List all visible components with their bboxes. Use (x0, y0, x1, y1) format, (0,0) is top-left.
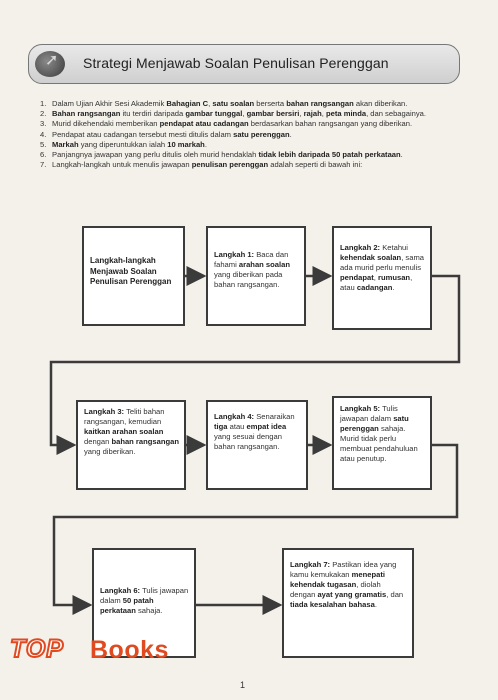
bold-text: tiga (214, 422, 228, 431)
bold-text: rajah (303, 109, 322, 119)
text-run: Langkah-langkah untuk menulis jawapan (52, 160, 192, 170)
bold-text: Langkah 6: (100, 586, 141, 595)
bold-text: Langkah 1: (214, 250, 255, 259)
text-run: yang sesuai dengan bahan rangsangan. (214, 432, 282, 451)
text-run: , (299, 109, 304, 119)
logo-top-text: TOP (10, 635, 64, 663)
text-run: , dan sebagainya. (366, 109, 427, 119)
text-run: berdasarkan bahan rangsangan yang diberikan. (248, 119, 413, 129)
point-number: 3. (40, 119, 47, 129)
text-run: akan diberikan. (353, 99, 408, 108)
text-run: yang diperuntukkan ialah (78, 139, 168, 149)
text-run: , (242, 109, 247, 119)
step-5-box (332, 396, 432, 490)
point-number: 2. (40, 109, 47, 119)
bold-text: Langkah 2: (340, 243, 381, 252)
bold-text: kehendak soalan (340, 253, 402, 262)
text-run: sahaja. (135, 606, 163, 615)
step-title-box (82, 226, 185, 326)
text-run: Teliti bahan rangsangan, kemudian (84, 407, 165, 426)
point-number: 7. (40, 160, 47, 170)
bold-text: Langkah-langkah Menjawab Soalan Penulisan Perenggan (90, 256, 172, 286)
bold-text: pendapat (340, 273, 374, 282)
step-4-text (214, 412, 301, 452)
bold-text: Langkah 3: (84, 407, 125, 416)
bold-text: gambar tunggal (185, 109, 243, 119)
bold-text: gambar bersiri (246, 109, 300, 119)
text-run: , (208, 99, 213, 108)
text-run: Pastikan idea yang kamu kemukakan (290, 560, 397, 579)
target-arrow-icon: ➚ (35, 51, 65, 77)
text-run: itu terdiri daripada (120, 109, 186, 119)
step-4-box (206, 400, 308, 490)
bold-text: Markah (52, 139, 79, 149)
step-2-text (340, 243, 425, 293)
bold-text: cadangan (356, 283, 393, 292)
step-7-text (290, 560, 407, 610)
text-run: adalah seperti di bawah ini: (268, 160, 363, 170)
text-run: sahaja. Murid tidak perlu membuat pendahuluan atau penutup. (340, 424, 418, 463)
bold-text: kaitkan arahan soalan (84, 427, 164, 436)
text-run: . (289, 129, 292, 139)
bold-text: 10 markah (167, 139, 205, 149)
text-run: , dan (386, 590, 404, 599)
bold-text: tiada kesalahan bahasa (290, 600, 375, 609)
bold-text: bahan rangsangan (111, 437, 179, 446)
text-run: berserta (254, 99, 287, 108)
step-7-box (282, 548, 414, 658)
text-run: Pendapat atau cadangan tersebut mesti ditulis dalam (52, 129, 234, 139)
text-run: yang diberikan pada bahan rangsangan. (214, 270, 283, 289)
text-run: yang diberikan. (84, 447, 136, 456)
bold-text: rumusan (378, 273, 411, 282)
text-run: atau (227, 422, 247, 431)
text-run: Panjangnya jawapan yang perlu ditulis oleh murid hendaklah (52, 150, 259, 160)
text-run: Senaraikan (254, 412, 295, 421)
text-run: , (373, 273, 378, 282)
bold-text: penulisan perenggan (191, 160, 269, 170)
step-1-box (206, 226, 306, 326)
bold-text: tidak lebih daripada 50 patah perkataan (258, 150, 401, 160)
point-number: 5. (40, 139, 47, 149)
text-run: Tulis jawapan dalam (100, 586, 189, 605)
bold-text: satu soalan (212, 99, 255, 108)
text-run: . (400, 150, 403, 160)
bold-text: peta minda (325, 109, 367, 119)
step-5-text (340, 404, 425, 464)
step-1-text (214, 250, 299, 290)
bold-text: 50 patah perkataan (100, 596, 154, 615)
bold-text: Bahagian C (166, 99, 209, 108)
text-run: , sama ada murid perlu menulis (340, 253, 424, 272)
bold-text: Langkah 7: (290, 560, 331, 569)
step-title-text (90, 256, 178, 288)
point-number: 6. (40, 150, 47, 160)
bold-text: empat idea (246, 422, 287, 431)
page-number: 1 (240, 680, 246, 690)
point-number: 4. (40, 129, 47, 139)
step-2-box (332, 226, 432, 330)
step-3-text (84, 407, 179, 457)
bold-text: arahan soalan (238, 260, 290, 269)
step-6-text (100, 586, 189, 616)
bold-text: Langkah 4: (214, 412, 255, 421)
text-run: Murid dikehendaki memberikan (52, 119, 160, 129)
step-3-box (76, 400, 186, 490)
bold-text: satu perenggan (340, 414, 409, 433)
text-run: , (321, 109, 326, 119)
bold-text: bahan rangsangan (286, 99, 354, 108)
bold-text: menepati kehendak tugasan (290, 570, 385, 589)
section-title: Strategi Menjawab Soalan Penulisan Perenggan (83, 55, 389, 71)
topbooks-logo (10, 635, 190, 671)
text-run: . (374, 600, 377, 609)
bold-text: Langkah 5: (340, 404, 381, 413)
bold-text: ayat yang gramatis (317, 590, 387, 599)
text-run: Ketahui (380, 243, 408, 252)
text-run: . (204, 139, 207, 149)
bold-text: satu perenggan (233, 129, 290, 139)
text-run: , atau (340, 273, 413, 292)
bold-text: pendapat atau cadangan (159, 119, 249, 129)
text-run: , diolah dengan (290, 580, 381, 599)
text-run: Baca dan fahami (214, 250, 289, 269)
text-run: . (392, 283, 395, 292)
text-run: Tulis jawapan dalam (340, 404, 398, 423)
point-number: 1. (40, 99, 47, 108)
text-run: dengan (84, 437, 112, 446)
logo-books-text: Books (90, 636, 169, 664)
text-run: Dalam Ujian Akhir Sesi Akademik (52, 99, 167, 108)
bold-text: Bahan rangsangan (52, 109, 121, 119)
